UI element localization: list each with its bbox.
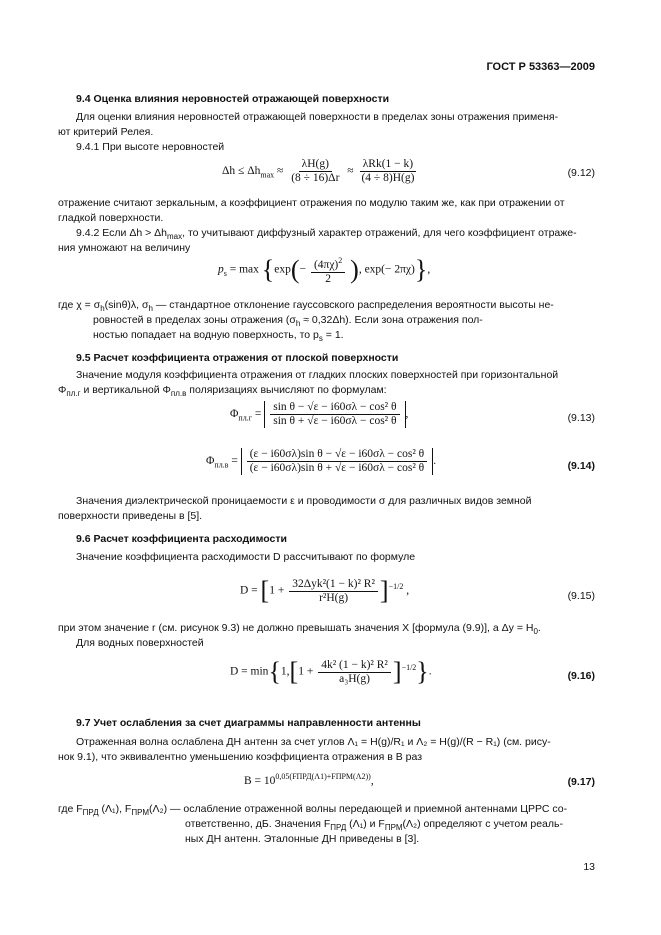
paragraph: 9.4.2 Если $\Delta h > \Delta h_{max}$, то учитывают диффузный характер отражений, для чего коэффициент отраже- <box>76 227 577 242</box>
paragraph: где $\chi = \sigma_h(\sin\theta)\lambda$, $\sigma_h$ — стандартное отклонение гауссовского распределения вероятности высоты не- <box>58 299 554 314</box>
standard-header: ГОСТ Р 53363—2009 <box>486 61 595 73</box>
paragraph: 9.4.1 При высоте неровностей <box>76 141 225 153</box>
paragraph: Значение модуля коэффициента отражения от гладких плоских поверхностей при горизонтальной <box>76 369 559 381</box>
paragraph: $\Phi_{пл.г}$ и вертикальной $\Phi_{пл.в}$ поляризациях вычисляют по формулам: <box>58 384 387 399</box>
equation-number: (9.14) <box>567 460 595 472</box>
formula-9-15: D = [1 + 32Δyk²(1 − k)² R² r²H(g) ]$^{-1/2}$ , <box>240 576 410 605</box>
paragraph: при этом значение r (см. рисунок 9.3) не должно превышать значения X [формула (9.9)], а $\Delta y = H_0$. <box>58 622 541 637</box>
formula-9-13: $\Phi_{пл.г}$ = $\frac{\text{sin θ − √ε − i60σλ − cos² θ}}{\text{sin θ + √ε − i60σλ − cos² θ}}$ , <box>230 401 409 427</box>
paragraph: ответственно, дБ. Значения $F_{ПРД}$ (Λ₁) и $F_{ПРМ}(\Lambda_2)$ определяют с учетом реаль- <box>185 818 563 833</box>
paragraph: Отраженная волна ослаблена ДН антенн за счет углов Λ₁ = H(g)/R₁ и Λ₂ = H(g)/(R − R₁) (см. рису- <box>76 736 551 748</box>
formula-9-17: $B = 10^{0,05(FПРД(\Lambda 1)+FПРМ(\Lambda 2))}$, <box>244 772 374 787</box>
paragraph: Для оценки влияния неровностей отражающей поверхности в пределах зоны отражения применя- <box>76 111 559 123</box>
paragraph: ностью попадает на водную поверхность, то $p_s = 1$. <box>93 329 344 344</box>
equation-number: (9.13) <box>567 412 595 424</box>
formula-9-14: $\Phi_{пл.в}$ = $\frac{\text{(ε − i60σλ)sin θ − √ε − i60σλ − cos² θ}}{\text{(ε − i60σλ)sin θ + √ε − i60σλ − cos² θ}}$ . <box>206 448 437 474</box>
paragraph: нок 9.1), что эквивалентно уменьшению коэффициента отражения в B раз <box>58 751 423 763</box>
equation-number: (9.16) <box>567 670 595 682</box>
paragraph: поверхности приведены в [5]. <box>58 510 203 522</box>
paragraph: отражение считают зеркальным, а коэффициент отражения по модулю таким же, как при отражении от <box>58 197 565 209</box>
heading-9-7: 9.7 Учет ослабления за счет диаграммы направленности антенны <box>76 717 421 729</box>
paragraph: где $F_{ПРД}$ (Λ₁), $F_{ПРМ}(\Lambda_2)$ — ослабление отраженной волны передающей и приемной антеннами ЦРРС со- <box>58 803 568 818</box>
paragraph: Значение коэффициента расходимости D рассчитывают по формуле <box>76 551 416 563</box>
paragraph: Для водных поверхностей <box>76 637 204 649</box>
page-number: 13 <box>583 861 595 873</box>
formula-ps: $p_s = \max \{\exp(-$ $\frac{(4\pi\chi)^2}{2}$ ), exp(− 2πχ)}, <box>218 254 431 285</box>
heading-9-6: 9.6 Расчет коэффициента расходимости <box>76 533 287 545</box>
paragraph: ных ДН антенн. Эталонные ДН приведены в [3]. <box>185 833 420 845</box>
heading-9-4: 9.4 Оценка влияния неровностей отражающей поверхности <box>76 93 390 105</box>
formula-9-16: D = min{1,[1 + $\frac{\text{4k² (1 − k)² R²}}{\text{a₃H(g)}}$ ]$^{-1/2}$}. <box>230 657 432 686</box>
paragraph: гладкой поверхности. <box>58 212 164 224</box>
paragraph: ют критерий Релея. <box>58 126 154 138</box>
heading-9-5: 9.5 Расчет коэффициента отражения от плоской поверхности <box>76 352 399 364</box>
equation-number: (9.17) <box>567 776 595 788</box>
equation-number: (9.12) <box>567 167 595 179</box>
paragraph: ровностей в пределах зоны отражения $(\sigma_h \approx 0,32\Delta h)$. Если зона отражения пол- <box>93 314 483 329</box>
formula-9-12: $\Delta h \le \Delta h_{max}$ ≈ $\frac{\lambda H(g)}{(8 \div 16)\Delta r}$ ≈ λRk(1 − k) (4 ÷ 8)H(g) <box>222 158 415 184</box>
equation-number: (9.15) <box>567 590 595 602</box>
paragraph: Значения диэлектрической проницаемости ε и проводимости σ для различных видов земной <box>76 495 532 507</box>
paragraph: ния умножают на величину <box>58 242 191 254</box>
